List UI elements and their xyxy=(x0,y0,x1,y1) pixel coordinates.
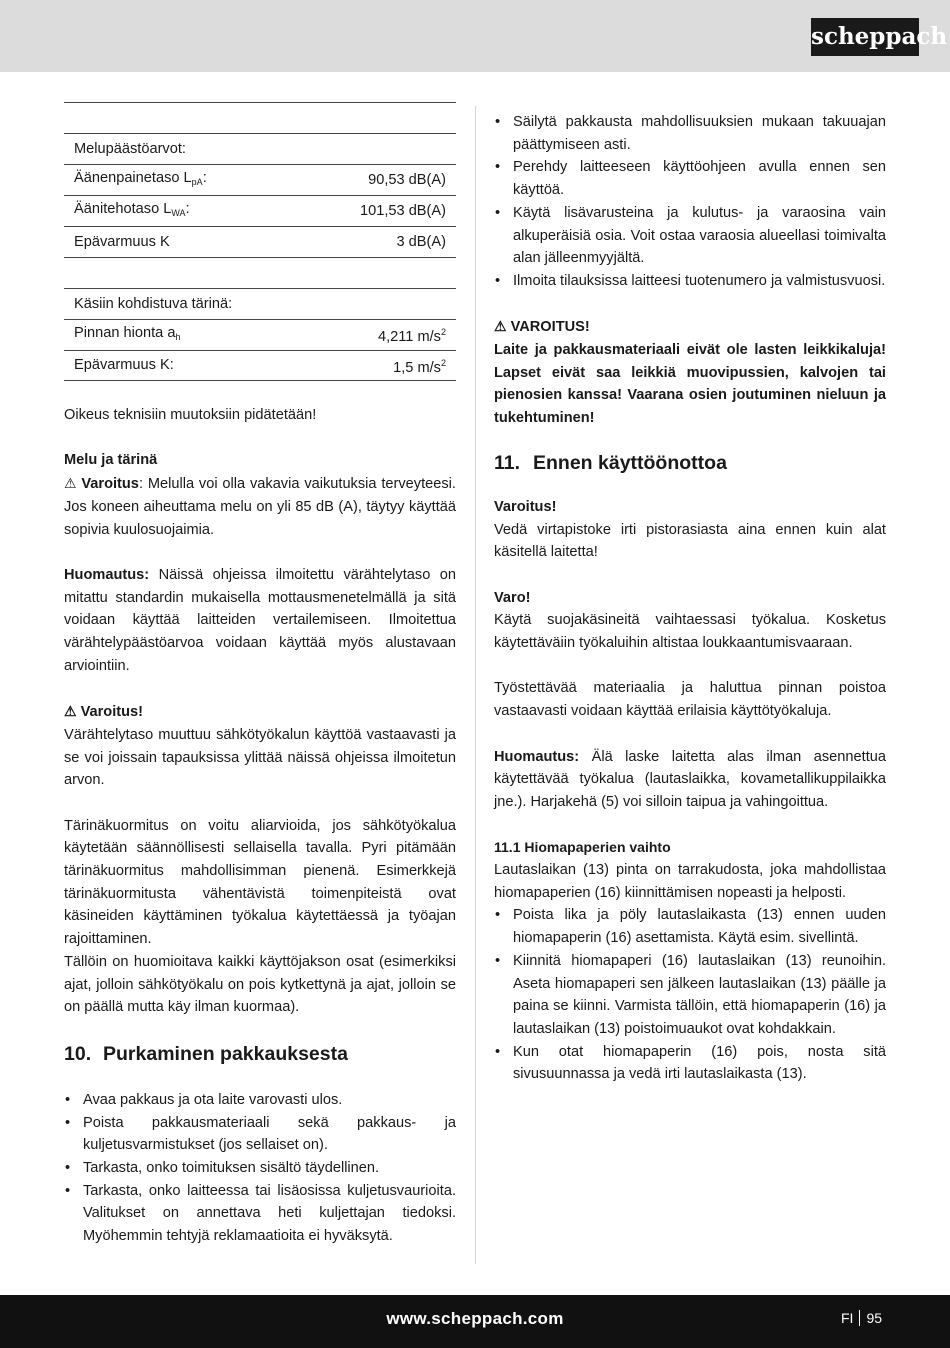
spec-label: Äänitehotaso $L_{WA}$: xyxy=(74,200,190,218)
spec-row xyxy=(64,350,456,381)
reservation-text: Oikeus teknisiin muutoksiin pidätetään! xyxy=(64,407,317,423)
warning-a-title: Varoitus! xyxy=(494,498,557,515)
list-item: • Tarkasta, onko toimituksen sisältö täydellinen. xyxy=(64,1157,456,1180)
spec-value: 90,53 dB(A) xyxy=(368,171,446,188)
spec-row xyxy=(64,319,456,350)
list-item: • Kiinnitä hiomapaperi (16) lautaslaikan (13) reunoihin. Aseta hiomapaperi sen jälkeen lautaslaikan (13) päälle ja paina se kiinni. Varmista tällöin, että hiomapaperin (16) ja lautaslaikan (13) poistoimuaukot ovat kohdakkain. xyxy=(494,950,886,1041)
list-item: • Ilmoita tilauksissa laitteesi tuotenumero ja valmistusvuosi. xyxy=(494,270,886,293)
spec-row xyxy=(64,195,456,226)
child-warning-text: Laite ja pakkausmateriaali eivät ole lasten leikkikaluja! Lapset eivät saa leikkiä muovipussien, kalvojen tai pienosien kanssa! Vaarana osien joutuminen nieluun ja tukehtuminen! xyxy=(494,342,886,427)
vibration-paragraph: Tärinäkuormitus on voitu aliarvioida, jos sähkötyökalua käytetään säännöllisesti sellaisella tavalla. Pyri pitämään tärinäkuormitus mahdollisimman pienenä. Esimerkkejä tärinäkuormitusta vähentävistä toimenpiteistä ovat käsineiden käyttäminen työkalua käytettäessä ja työajan rajoittaminen. xyxy=(64,817,456,948)
noise-vibration-title: Melu ja tärinä xyxy=(64,452,158,469)
list-item: • Perehdy laitteeseen käyttöohjeen avulla ennen sen käyttöä. xyxy=(494,156,886,201)
spec-label: Epävarmuus K xyxy=(74,233,170,250)
list-item: • Poista pakkausmateriaali sekä pakkaus- ja kuljetusvarmistukset (jos sellaiset on). xyxy=(64,1112,456,1157)
subsection-intro: Lautaslaikan (13) pinta on tarrakudosta, joka mahdollistaa hiomapaperien (16) kiinnittämisen nopeasti ja helposti. xyxy=(494,862,886,901)
warning-icon: ⚠ xyxy=(64,475,78,492)
right-column xyxy=(494,111,886,1086)
spec-table xyxy=(64,102,456,381)
column-divider xyxy=(475,106,476,1264)
warning-b-text: Käytä suojakäsineitä vaihtaessasi työkalua. Kosketus käytettäväiin työkaluihin altistaa loukkaantumisvaaraan. xyxy=(494,612,886,652)
list-item: • Säilytä pakkausta mahdollisuuksien mukaan takuuajan päättymiseen asti. xyxy=(494,111,886,156)
section-11-heading: 11. Ennen käyttöönottoa xyxy=(494,451,727,474)
warning2-text: Värähtelytaso muuttuu sähkötyökalun käyttöä vastaavasti ja se voi joissain tapauksissa ylittää näissä ohjeissa ilmoitetun arvon. xyxy=(64,726,456,789)
warning-icon: ⚠ xyxy=(64,703,77,720)
spec-value: 101,53 dB(A) xyxy=(360,202,446,219)
spec-label: Epävarmuus K: xyxy=(74,357,174,374)
warning-icon: ⚠ xyxy=(494,318,507,335)
page-header xyxy=(0,0,950,72)
list-item: • Avaa pakkaus ja ota laite varovasti ulos. xyxy=(64,1089,456,1112)
sanding-paper-list xyxy=(494,904,886,1086)
list-item: • Tarkasta, onko laitteessa tai lisäosissa kuljetusvaurioita. Valitukset on annettava heti kuljettajan tiedoksi. Myöhemmin tehtyjä reklamaatioita ei hyväksytä. xyxy=(64,1180,456,1248)
noise-warning: ⚠ Varoitus: Melulla voi olla vakavia vaikutuksia terveyteesi. Jos koneen aiheuttama melu on yli 85 dB (A), täytyy käyttää sopivia kuulosuojaimia. xyxy=(64,475,456,538)
scheppach-logo: scheppach xyxy=(811,18,919,56)
spec-label: Pinnan hionta $a_h$ xyxy=(74,324,181,342)
warning-b-title: Varo! xyxy=(494,589,531,606)
vibration-note: Huomautus: Näissä ohjeissa ilmoitettu värähtelytaso on mitattu standardin mukaisella mottausmenetelmällä ja sitä voidaan käyttää laitteiden vertailemiseen. Ilmoitettua värähtelypäästöarvoa voidaan käyttää myös alustavaan arviointiin. xyxy=(64,566,456,674)
list-item: • Kun otat hiomapaperin (16) pois, nosta sitä sivusuunnassa ja vedä irti lautaslaikasta (13). xyxy=(494,1041,886,1086)
list-item: • Poista lika ja pöly lautaslaikasta (13) ennen uuden hiomapaperin (16) asettamista. Käytä esim. sivellintä. xyxy=(494,904,886,949)
tool-note: Huomautus: Älä laske laitetta alas ilman asennettua käytettävää työkalua (lautaslaikka, kovametallikuppilaikka jne.). Harjakehä (5) voi silloin taipua ja vahingoittua. xyxy=(494,748,886,810)
spec-spacer-row xyxy=(64,257,456,288)
spec-row xyxy=(64,226,456,257)
spec-label: Äänenpainetaso $L_{pA}$: xyxy=(74,169,207,187)
warning-a-text: Vedä virtapistoke irti pistorasiasta aina ennen kuin alat käsitellä laitetta! xyxy=(494,521,886,561)
left-column xyxy=(64,102,456,1248)
spec-row xyxy=(64,164,456,195)
noise-heading-row xyxy=(64,133,456,164)
spec-value: 1,5 $m/s^2$ xyxy=(393,357,446,376)
page-number: FI 95 xyxy=(841,1310,883,1326)
unpacking-list xyxy=(64,1089,456,1248)
spec-spacer-row xyxy=(64,102,456,133)
child-warning-title: ⚠ VAROITUS! xyxy=(494,318,590,336)
vibration-paragraph: Tällöin on huomioitava kaikki käyttöjakson osat (esimerkiksi ajat, jolloin sähkötyökalu on pois kytkettynä ja ajat, jolloin se on päällä mutta käy ilman kuormaa). xyxy=(64,953,456,1016)
vibration-heading-row xyxy=(64,288,456,319)
website-link[interactable]: www.scheppach.com xyxy=(386,1309,564,1328)
section-10-heading: 10. Purkaminen pakkauksesta xyxy=(64,1042,348,1065)
noise-heading: Melupäästöarvot: xyxy=(74,140,186,157)
subsection-title: 11.1 Hiomapaperien vaihto xyxy=(494,839,671,856)
page-footer xyxy=(0,1295,950,1348)
warning2-title: ⚠ Varoitus! xyxy=(64,703,144,721)
list-item: • Käytä lisävarusteina ja kulutus- ja varaosina vain alkuperäisiä osia. Voit ostaa varaosia alueellasi toimivalta alan jälleenmyyjältä. xyxy=(494,202,886,270)
unpacking-list-continued xyxy=(494,111,886,293)
spec-value: 3 dB(A) xyxy=(396,233,446,250)
spec-value: 4,211 $m/s^2$ xyxy=(377,327,446,346)
material-paragraph: Työstettävää materiaalia ja haluttua pinnan poistoa vastaavasti voidaan käyttää erilaisia käyttötyökaluja. xyxy=(494,680,886,720)
vibration-heading: Käsiin kohdistuva tärinä: xyxy=(74,295,233,312)
